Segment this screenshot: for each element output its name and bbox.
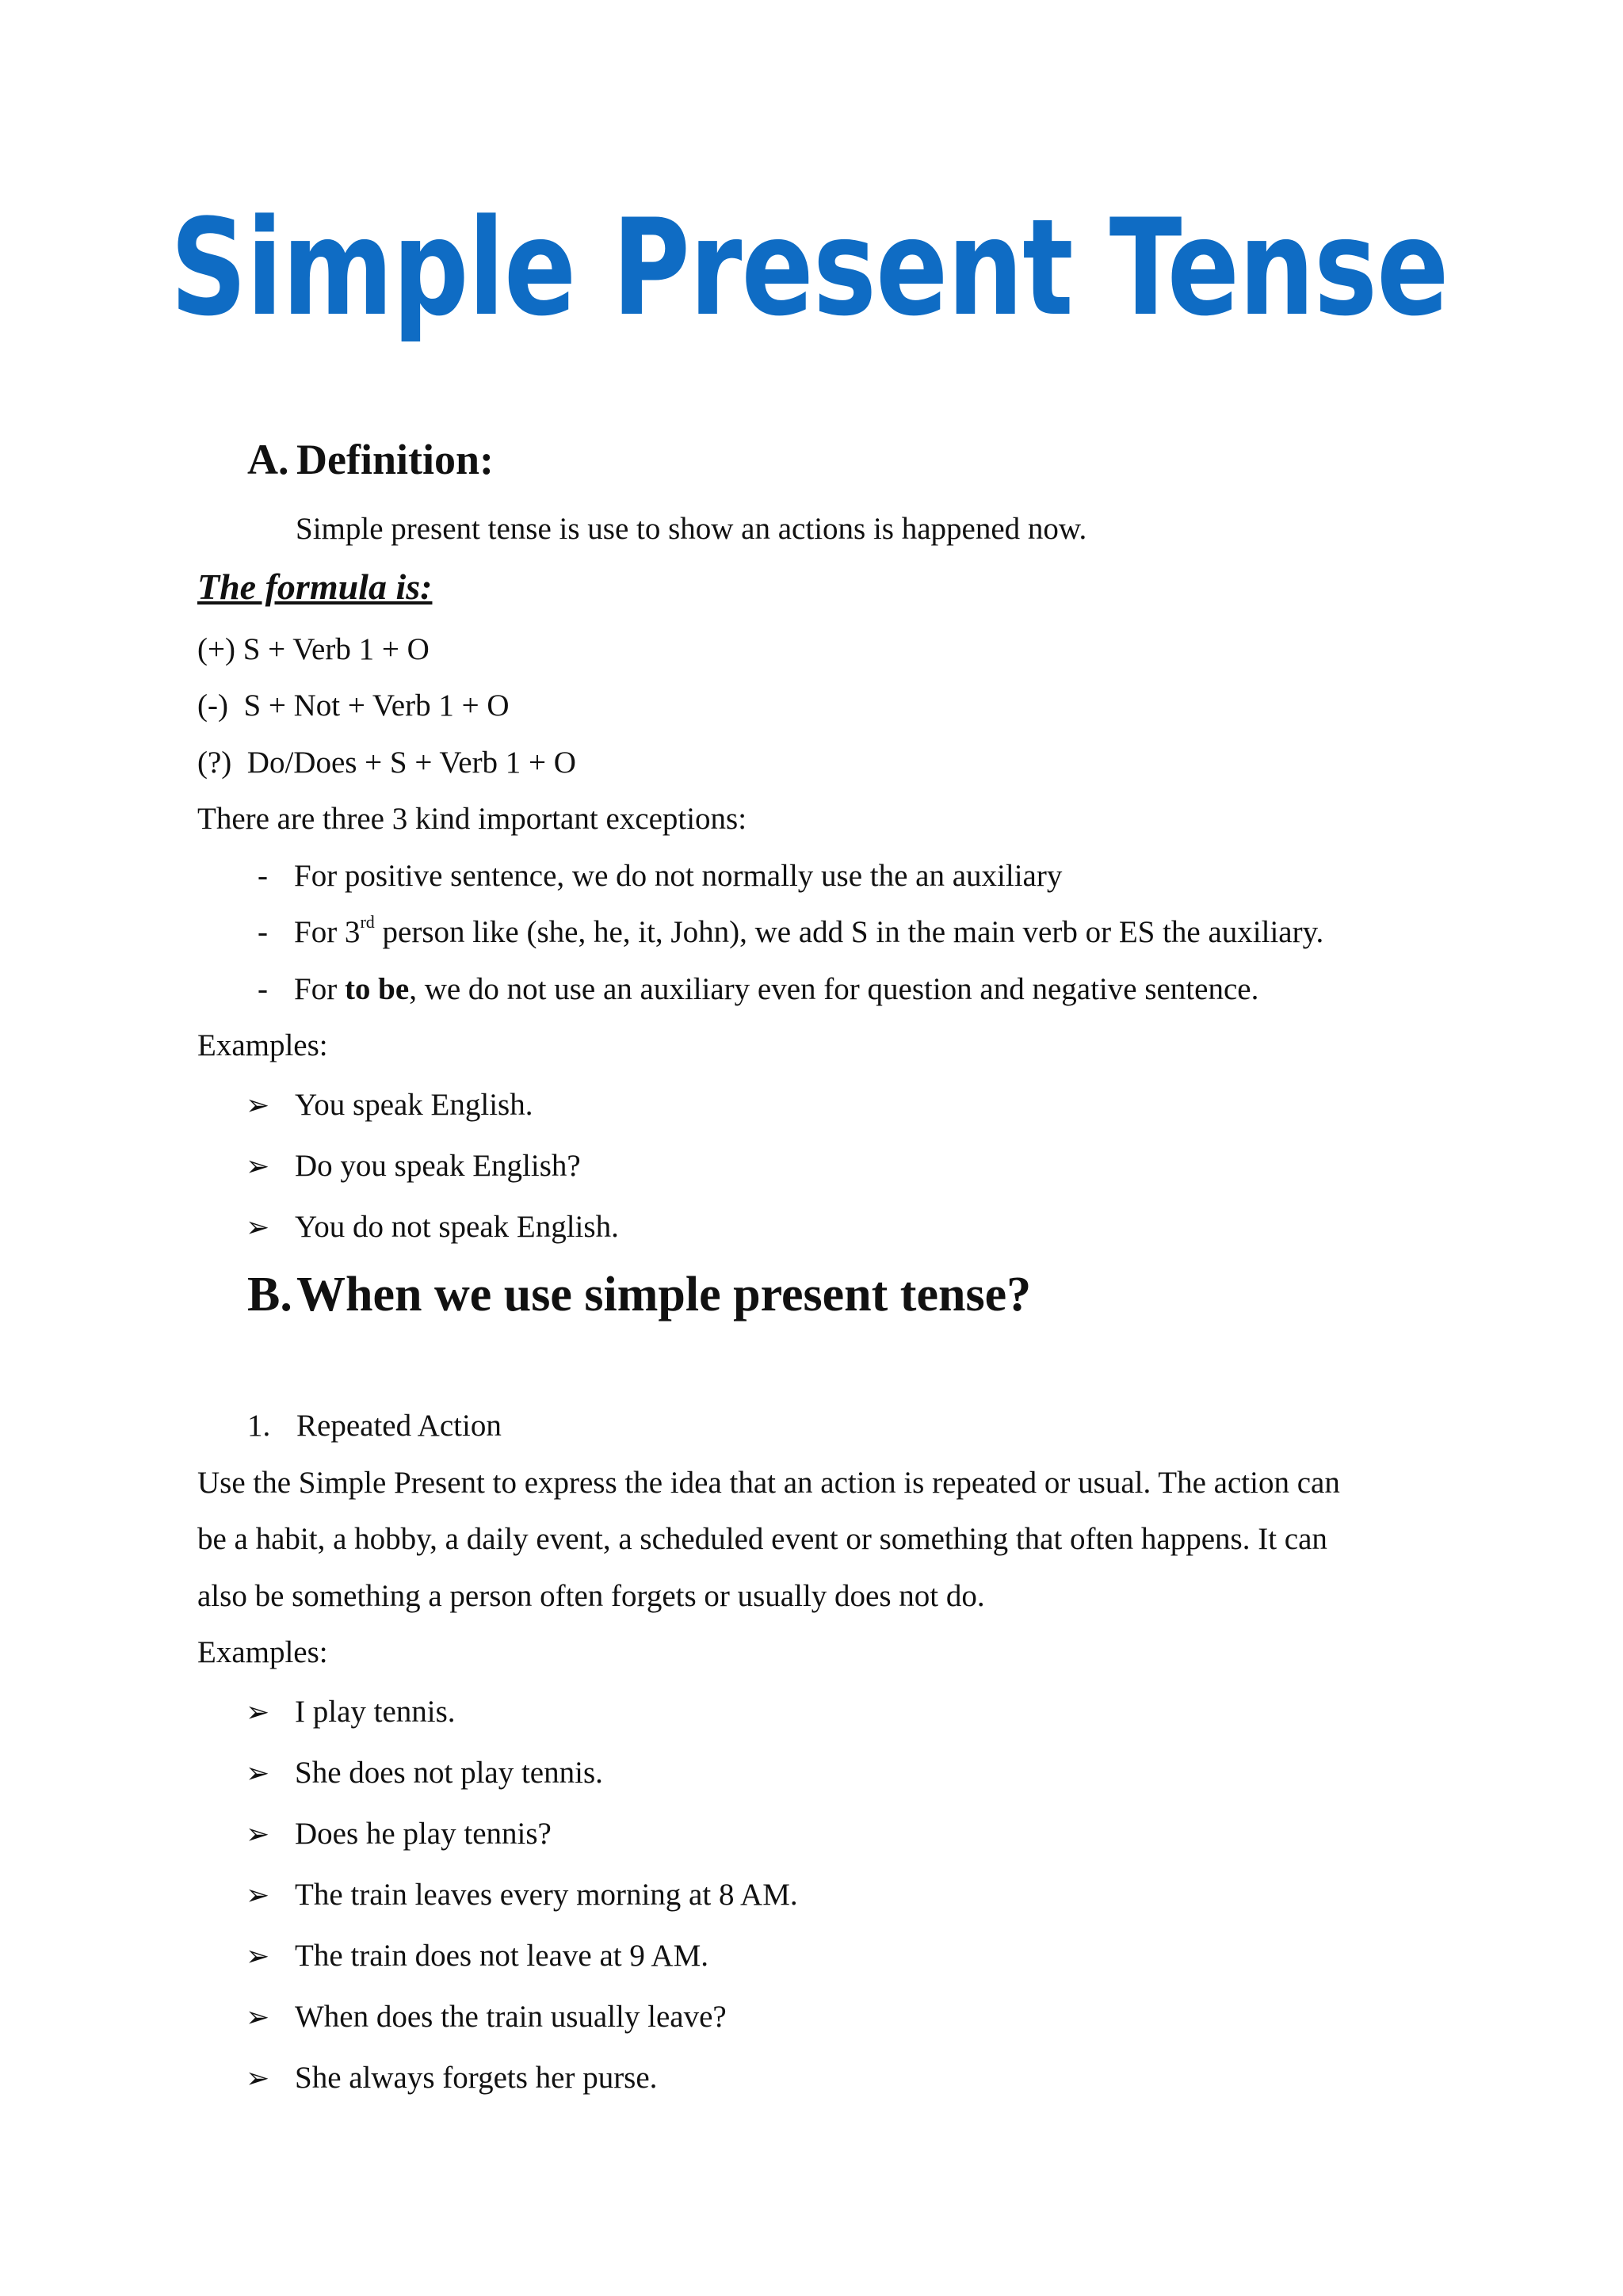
numbered-item [247,1407,502,1445]
section-a-heading [247,434,494,485]
example-text: When does the train usually leave? [295,2000,727,2034]
arrow-bullet-icon: ➢ [246,1879,270,1912]
example-text: You do not speak English. [295,1210,619,1244]
example-text: She always forgets her purse. [295,2061,658,2095]
section-b-title: When we use simple present tense? [296,1268,1032,1322]
list-item [246,1998,727,2037]
definition-text: Simple present tense is use to show an actions is happened now. [296,512,1087,546]
exception-text: , we do not use an auxiliary even for question and negative sentence. [409,972,1259,1006]
exception-text: For 3 [294,915,361,949]
section-a-marker: A. [247,436,289,483]
examples-label: Examples: [197,1028,328,1062]
exception-text: For positive sentence, we do not normally use the an auxiliary [294,859,1063,893]
section-a-title: Definition: [296,436,494,483]
list-item [246,1937,708,1976]
exception-item [258,857,1062,895]
list-item [246,1815,552,1854]
formula-positive: (+) S + Verb 1 + O [197,632,430,666]
arrow-bullet-icon: ➢ [246,1940,270,1973]
arrow-bullet-icon: ➢ [246,1211,270,1244]
arrow-bullet-icon: ➢ [246,1150,270,1183]
arrow-bullet-icon: ➢ [246,1818,270,1851]
example-text: Does he play tennis? [295,1817,552,1851]
list-item [246,1208,619,1247]
list-item [246,1693,456,1732]
formula-question: (?) Do/Does + S + Verb 1 + O [197,746,576,780]
paragraph-line: also be something a person often forgets or usually does not do. [197,1579,985,1613]
list-item [246,1147,581,1186]
item-number: 1. [247,1409,271,1443]
arrow-bullet-icon: ➢ [246,1696,270,1729]
formula-negative: (-) S + Not + Verb 1 + O [197,688,510,723]
paragraph-line: be a habit, a hobby, a daily event, a scheduled event or something that often happens. It can [197,1522,1327,1556]
paragraph-line: Use the Simple Present to express the idea that an action is repeated or usual. The action can [197,1466,1340,1500]
bold-term: to be [344,972,410,1006]
section-b-heading [247,1266,1031,1323]
arrow-bullet-icon: ➢ [246,2001,270,2034]
list-item [246,2059,657,2098]
arrow-bullet-icon: ➢ [246,2062,270,2095]
exception-text: For [294,972,345,1006]
exception-item [258,971,1258,1009]
arrow-bullet-icon: ➢ [246,1757,270,1790]
formula-heading: The formula is: [197,566,433,607]
example-text: You speak English. [295,1088,533,1122]
exceptions-intro: There are three 3 kind important exceptions: [197,802,747,836]
list-item [246,1876,798,1915]
example-text: The train does not leave at 9 AM. [295,1939,709,1973]
list-item [246,1086,533,1125]
ordinal-superscript: rd [360,912,375,932]
section-b-marker: B. [247,1268,292,1322]
example-text: She does not play tennis. [295,1756,603,1790]
dash-marker: - [258,972,268,1006]
dash-marker: - [258,915,268,949]
exception-item [258,913,1323,952]
example-text: I play tennis. [295,1695,456,1729]
item-title: Repeated Action [296,1409,502,1443]
list-item [246,1754,603,1793]
dash-marker: - [258,859,268,893]
arrow-bullet-icon: ➢ [246,1089,270,1122]
page-title: Simple Present Tense [170,190,1449,345]
example-text: Do you speak English? [295,1149,581,1183]
exception-text: person like (she, he, it, John), we add S in the main verb or ES the auxiliary. [374,915,1324,949]
example-text: The train leaves every morning at 8 AM. [295,1878,798,1912]
examples-label: Examples: [197,1635,328,1669]
